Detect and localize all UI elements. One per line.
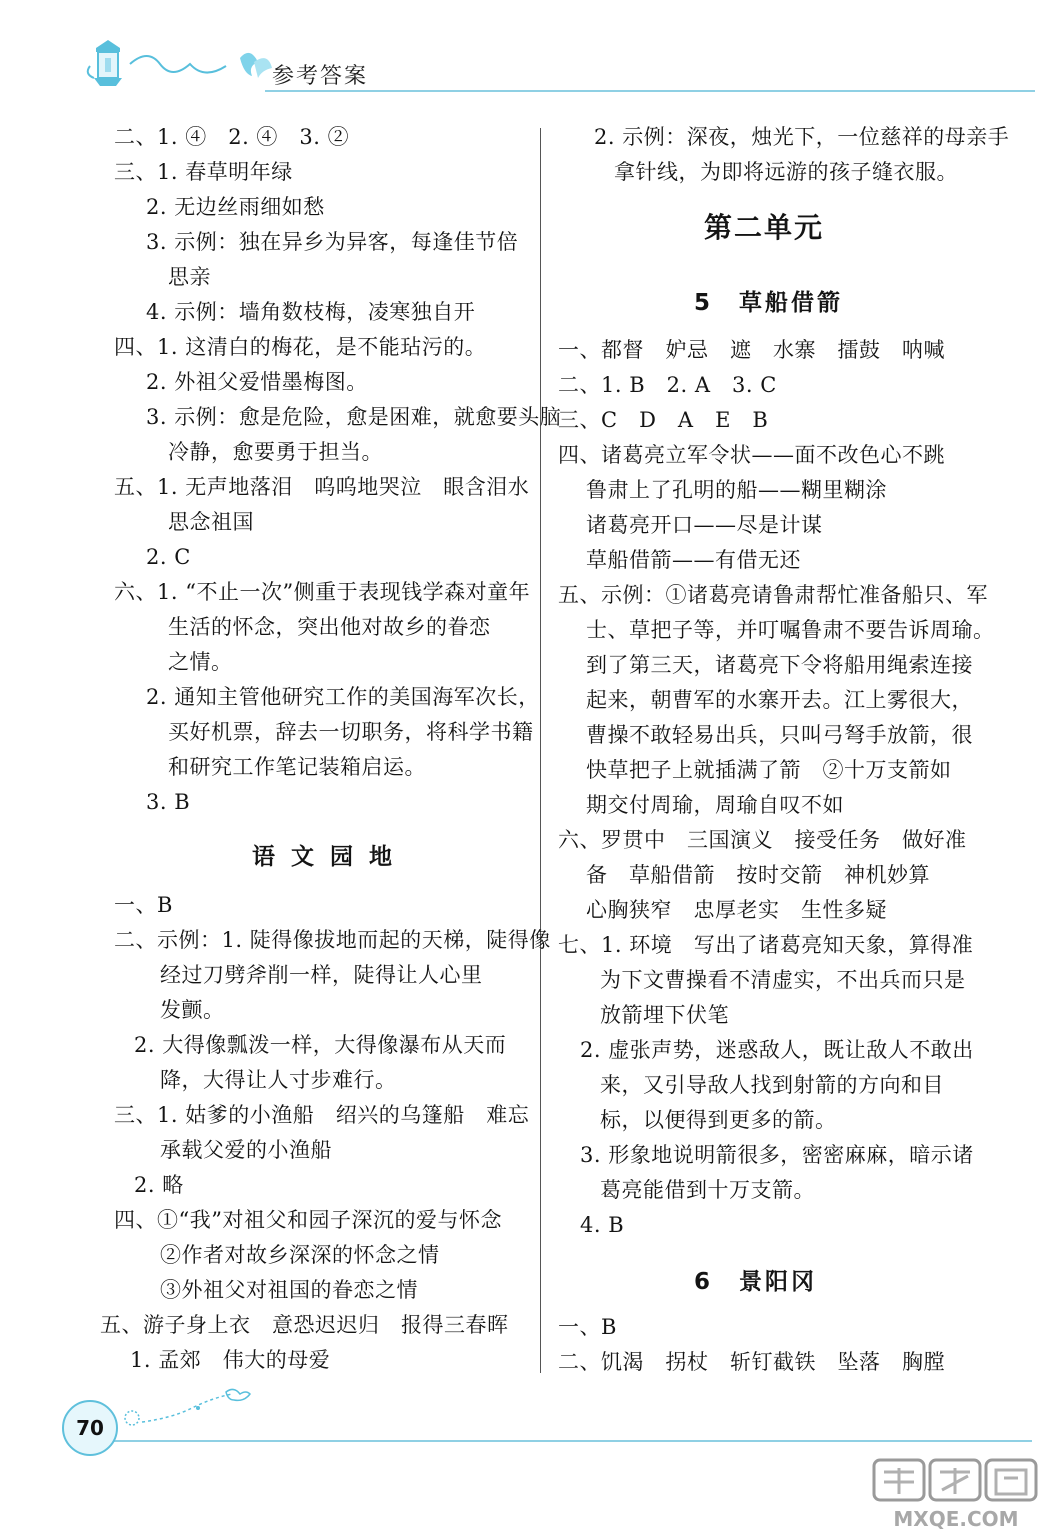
answer-line: 士、草把子等，并叮嘱鲁肃不要告诉周瑜。: [586, 618, 995, 642]
footer-rule: [112, 1440, 1032, 1442]
bird-decoration-icon: [118, 1382, 258, 1432]
answer-line: 3. 形象地说明箭很多，密密麻麻，暗示诸: [580, 1143, 974, 1167]
answer-line: 期交付周瑜，周瑜自叹不如: [586, 793, 844, 817]
answer-line: 诸葛亮开口——尽是计谋: [586, 513, 823, 537]
answer-line: 三、C D A E B: [558, 408, 769, 432]
answer-line: 为下文曹操看不清虚实，不出兵而只是: [600, 968, 966, 992]
answer-line: 心胸狭窄 忠厚老实 生性多疑: [586, 898, 887, 922]
answer-line: 2. 示例：深夜，烛光下，一位慈祥的母亲手: [594, 125, 1010, 149]
answer-line: 思亲: [168, 265, 211, 289]
answer-line: 和研究工作笔记装箱启运。: [168, 755, 426, 779]
answer-line: 五、示例：①诸葛亮请鲁肃帮忙准备船只、军: [558, 583, 988, 607]
answer-line: 拿针线，为即将远游的孩子缝衣服。: [614, 160, 958, 184]
answer-line: 一、B: [114, 893, 173, 917]
answer-line: 二、示例：1. 陡得像拔地而起的天梯，陡得像: [114, 928, 551, 952]
header-rule: [265, 90, 1035, 92]
answer-line: 二、1. B 2. A 3. C: [558, 373, 777, 397]
answer-line: 一、都督 妒忌 遮 水寨 擂鼓 呐喊: [558, 338, 945, 362]
answer-line: ③外祖父对祖国的眷恋之情: [160, 1278, 418, 1302]
answer-line: 生活的怀念，突出他对故乡的眷恋: [168, 615, 491, 639]
page-number: 70: [62, 1400, 118, 1456]
answer-line: 一、B: [558, 1315, 617, 1339]
answer-line: 2. 大得像瓢泼一样，大得像瀑布从天而: [134, 1033, 507, 1057]
header-title: 参考答案: [272, 64, 369, 89]
answer-line: ②作者对故乡深深的怀念之情: [160, 1243, 440, 1267]
column-divider: [540, 128, 541, 1373]
answer-line: 二、1. ④ 2. ④ 3. ②: [114, 125, 350, 149]
answer-line: 七、1. 环境 写出了诸葛亮知天象，算得准: [558, 933, 974, 957]
answer-line: 备 草船借箭 按时交箭 神机妙算: [586, 863, 930, 887]
answer-line: 起来，朝曹军的水寨开去。江上雾很大，: [586, 688, 973, 712]
answer-line: 发颤。: [160, 998, 225, 1022]
answer-line: 标，以便得到更多的箭。: [600, 1108, 837, 1132]
answer-line: 1. 孟郊 伟大的母爱: [130, 1348, 331, 1372]
watermark-logo: [872, 1458, 1042, 1532]
answer-line: 3. B: [146, 790, 191, 814]
answer-line: 承载父爱的小渔船: [160, 1138, 332, 1162]
answer-line: 降，大得让人寸步难行。: [160, 1068, 397, 1092]
answer-line: 冷静，愈要勇于担当。: [168, 440, 383, 464]
answer-line: 四、诸葛亮立军令状——面不改色心不跳: [558, 443, 945, 467]
answer-line: 2. 通知主管他研究工作的美国海军次长，: [146, 685, 540, 709]
answer-line: 六、罗贯中 三国演义 接受任务 做好准: [558, 828, 967, 852]
page-header: [0, 0, 1056, 100]
watermark-text: MXQE.COM: [893, 1507, 1019, 1531]
answer-line: 2. 略: [134, 1173, 184, 1197]
lesson-heading-5: 5 草船借箭: [694, 290, 844, 316]
answer-line: 葛亮能借到十万支箭。: [600, 1178, 815, 1202]
answer-line: 思念祖国: [168, 510, 254, 534]
answer-line: 鲁肃上了孔明的船——糊里糊涂: [586, 478, 887, 502]
answer-line: 曹操不敢轻易出兵，只叫弓弩手放箭，很: [586, 723, 973, 747]
section-heading-yuwen-yuandi: 语 文 园 地: [252, 844, 397, 870]
answer-line: 2. 外祖父爱惜墨梅图。: [146, 370, 368, 394]
answer-line: 四、①“我”对祖父和园子深沉的爱与怀念: [114, 1208, 502, 1232]
answer-line: 五、1. 无声地落泪 呜呜地哭泣 眼含泪水: [114, 475, 530, 499]
answer-line: 来，又引导敌人找到射箭的方向和目: [600, 1073, 944, 1097]
answer-line: 2. 虚张声势，迷惑敌人，既让敌人不敢出: [580, 1038, 974, 1062]
answer-line: 六、1. “不止一次”侧重于表现钱学森对童年: [114, 580, 531, 604]
answer-line: 到了第三天，诸葛亮下令将船用绳索连接: [586, 653, 973, 677]
answer-line: 4. 示例：墙角数枝梅，凌寒独自开: [146, 300, 476, 324]
answer-line: 2. C: [146, 545, 191, 569]
answer-line: 之情。: [168, 650, 233, 674]
answer-line: 五、游子身上衣 意恐迟迟归 报得三春晖: [100, 1313, 509, 1337]
answer-line: 四、1. 这清白的梅花，是不能玷污的。: [114, 335, 487, 359]
answer-line: 2. 无边丝雨细如愁: [146, 195, 325, 219]
answer-line: 3. 示例：愈是危险，愈是困难，就愈要头脑: [146, 405, 562, 429]
answer-line: 草船借箭——有借无还: [586, 548, 801, 572]
lamp-decoration-icon: [80, 36, 280, 96]
answer-line: 经过刀劈斧削一样，陡得让人心里: [160, 963, 483, 987]
answer-line: 三、1. 春草明年绿: [114, 160, 293, 184]
answer-line: 二、饥渴 拐杖 斩钉截铁 坠落 胸膛: [558, 1350, 945, 1374]
answer-line: 买好机票，辞去一切职务，将科学书籍: [168, 720, 534, 744]
answer-line: 放箭埋下伏笔: [600, 1003, 729, 1027]
lesson-heading-6: 6 景阳冈: [694, 1269, 818, 1295]
unit-heading: 第二单元: [704, 211, 825, 244]
answer-line: 三、1. 姑爹的小渔船 绍兴的乌篷船 难忘: [114, 1103, 530, 1127]
answer-line: 4. B: [580, 1213, 625, 1237]
answer-line: 快草把子上就插满了箭 ②十万支箭如: [586, 758, 952, 782]
answer-line: 3. 示例：独在异乡为异客，每逢佳节倍: [146, 230, 519, 254]
